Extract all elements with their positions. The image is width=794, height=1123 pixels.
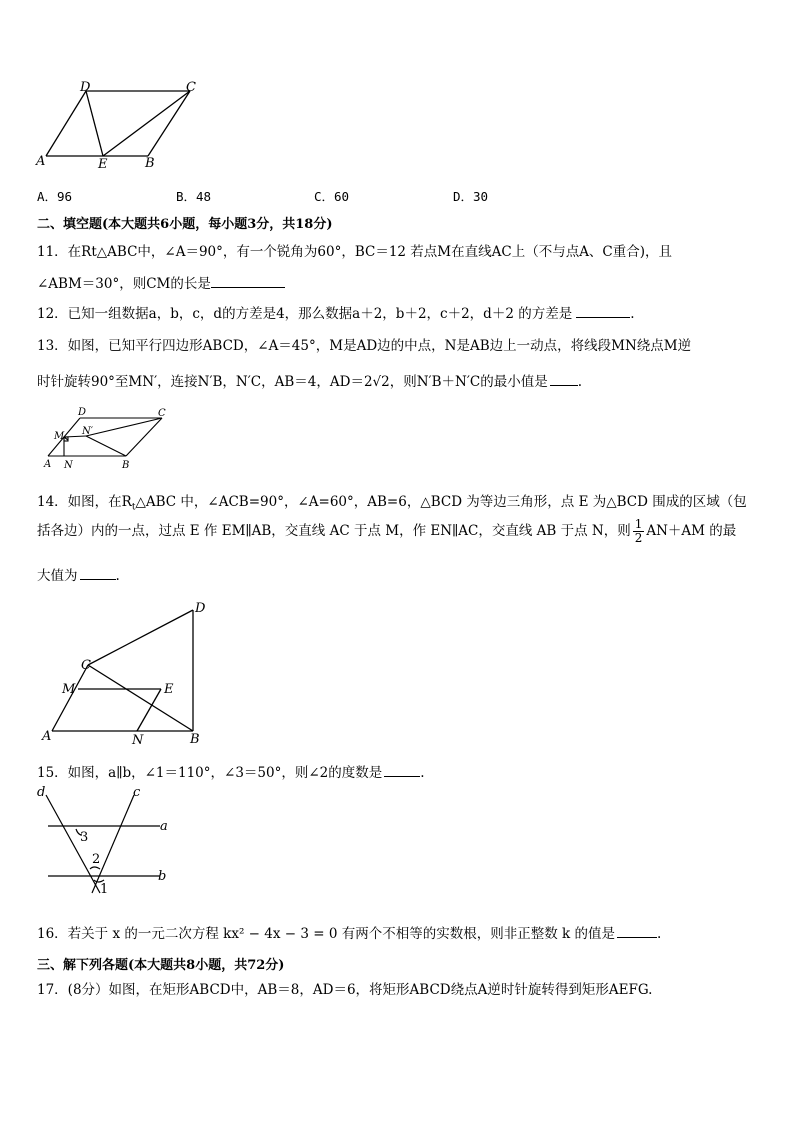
q14-subscript: t bbox=[131, 502, 136, 513]
q15-text: 15．如图，a∥b，∠1＝110°，∠3＝50°，则∠2的度数是 bbox=[37, 765, 383, 781]
label-E: E bbox=[164, 682, 174, 697]
q15-end: . bbox=[420, 765, 425, 781]
label-B: B bbox=[145, 156, 155, 171]
label-A: A bbox=[36, 154, 46, 169]
label-B: B bbox=[122, 460, 130, 471]
label-B: B bbox=[190, 732, 200, 747]
angle-label-2: 2 bbox=[92, 852, 101, 867]
q14-line1-start: 14．如图，在R bbox=[37, 494, 132, 510]
label-M: M bbox=[62, 682, 76, 697]
label-M: M bbox=[54, 431, 65, 442]
q14-line2-text: 括各边）内的一点，过点 E 作 EM∥AB，交直线 AC 于点 M，作 EN∥AC，交直线 AB 于点 N，则 bbox=[37, 523, 631, 539]
angle-label-1: 1 bbox=[100, 882, 109, 897]
label-b: b bbox=[158, 869, 167, 884]
q14-line2-rest: AN＋AM 的最 bbox=[646, 523, 737, 539]
q14-line2 bbox=[37, 518, 736, 545]
label-C: C bbox=[186, 80, 196, 95]
option-d: D．30 bbox=[453, 189, 489, 204]
angle-label-3: 3 bbox=[80, 830, 89, 845]
q14-answer-blank[interactable] bbox=[80, 567, 116, 580]
q10-figure bbox=[30, 78, 210, 173]
label-A: A bbox=[42, 729, 52, 744]
q11-answer-blank[interactable] bbox=[211, 275, 285, 288]
option-a: A．96 bbox=[37, 189, 73, 204]
label-C: C bbox=[81, 658, 91, 673]
q13-line2-text: 时针旋转90°至MN′，连接N′B，N′C，AB＝4，AD＝2√2，则N′B＋N′C的最小值是 bbox=[37, 374, 548, 390]
q14-line3 bbox=[37, 564, 120, 584]
q16 bbox=[37, 922, 661, 942]
q12-end: . bbox=[630, 306, 635, 322]
q16-answer-blank[interactable] bbox=[617, 925, 657, 938]
q17: 17．(8分）如图，在矩形ABCD中，AB＝8，AD＝6，将矩形ABCD绕点A逆时针旋转得到矩形AEFG. bbox=[37, 982, 653, 998]
q14-line1-rest: △ABC 中，∠ACB=90°，∠A=60°，AB=6，△BCD 为等边三角形，点 E 为△BCD 围成的区域（包 bbox=[135, 494, 747, 510]
q13-answer-blank[interactable] bbox=[550, 373, 578, 386]
q12-answer-blank[interactable] bbox=[576, 305, 630, 318]
label-a: a bbox=[160, 819, 168, 834]
label-N: N bbox=[64, 460, 73, 471]
label-A: A bbox=[44, 459, 52, 470]
q16-text: 16．若关于 x 的一元二次方程 kx² − 4x − 3 = 0 有两个不相等的实数根，则非正整数 k 的值是 bbox=[37, 926, 615, 942]
option-c: C．60 bbox=[314, 189, 350, 204]
q15 bbox=[37, 761, 425, 781]
q15-answer-blank[interactable] bbox=[384, 764, 420, 777]
q14-fraction bbox=[633, 518, 645, 545]
q11-line2-text: ∠ABM＝30°，则CM的长是 bbox=[37, 276, 211, 292]
q13-figure bbox=[38, 404, 178, 472]
q14-line3-text: 大值为 bbox=[37, 568, 78, 584]
label-D: D bbox=[78, 407, 87, 418]
q14-line1 bbox=[37, 490, 747, 513]
q13-line1: 13．如图，已知平行四边形ABCD，∠A＝45°，M是AD边的中点，N是AB边上一动点，将线段MN绕点M逆 bbox=[37, 338, 692, 354]
label-C: C bbox=[158, 408, 166, 419]
q12 bbox=[37, 302, 635, 322]
fraction-denominator: 2 bbox=[634, 531, 643, 545]
q14-end: . bbox=[115, 568, 120, 584]
fraction-numerator: 1 bbox=[634, 517, 643, 531]
q11-line1: 11．在Rt△ABC中，∠A＝90°，有一个锐角为60°，BC＝12 若点M在直线AC上（不与点A、C重合)，且 bbox=[37, 244, 673, 260]
label-d: d bbox=[37, 785, 46, 800]
label-D: D bbox=[80, 80, 91, 95]
q16-end: . bbox=[657, 926, 662, 942]
q11-line2 bbox=[37, 272, 285, 292]
q14-figure bbox=[36, 598, 216, 748]
label-c: c bbox=[133, 785, 141, 800]
q13-line2 bbox=[37, 370, 582, 390]
section-3-title: 三、解下列各题(本大题共8小题，共72分) bbox=[37, 958, 285, 973]
q15-figure bbox=[34, 783, 184, 898]
label-N-prime: N′ bbox=[82, 426, 94, 437]
q13-end: . bbox=[577, 374, 583, 390]
label-D: D bbox=[195, 601, 206, 616]
option-b: B．48 bbox=[176, 189, 212, 204]
section-2-title: 二、填空题(本大题共6小题，每小题3分，共18分) bbox=[37, 217, 333, 232]
label-N: N bbox=[132, 733, 144, 748]
q12-text: 12．已知一组数据a，b，c，d的方差是4，那么数据a＋2，b＋2，c＋2，d＋2 的方差是 bbox=[37, 306, 573, 322]
label-E: E bbox=[98, 157, 108, 172]
